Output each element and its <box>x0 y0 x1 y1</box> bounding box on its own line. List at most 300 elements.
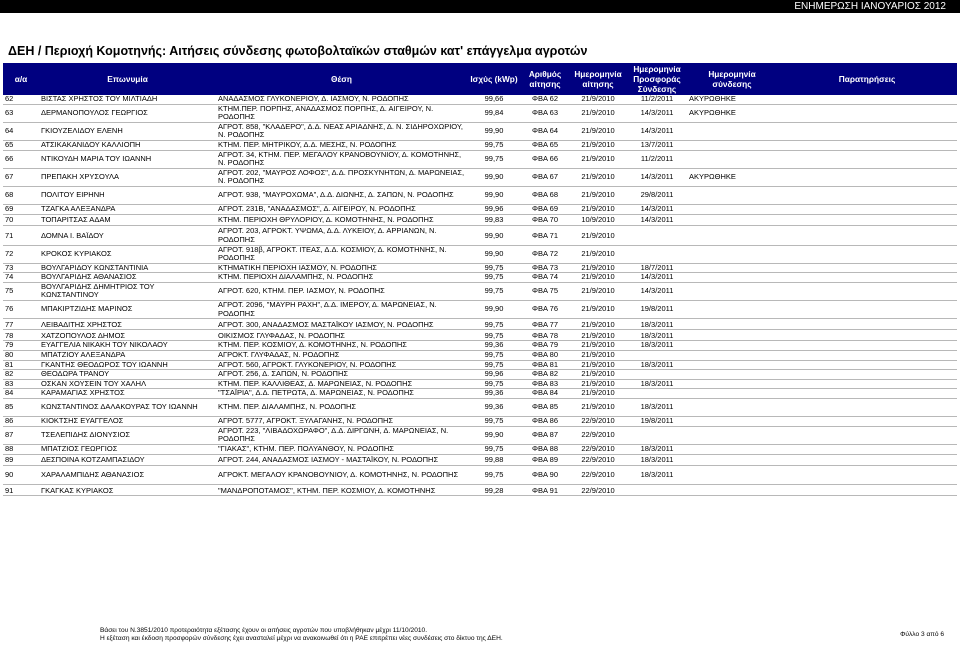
cell-connection-date <box>687 282 777 300</box>
col-offer-date: Ημερομηνία Προσφοράς Σύνδεσης <box>627 63 687 95</box>
table-row <box>3 282 957 300</box>
cell-location: ΚΤΗΜ. ΠΕΡ. ΚΟΣΜΙΟΥ, Δ. ΚΟΜΟΤΗΝΗΣ, Ν. ΡΟΔΟΠΗΣ <box>216 341 467 351</box>
cell-offer-date <box>627 487 687 496</box>
cell-offer-date: 18/3/2011 <box>627 360 687 370</box>
cell-name: ΚΩΝΣΤΑΝΤΙΝΟΣ ΔΑΛΑΚΟΥΡΑΣ ΤΟΥ ΙΩΑΝΝΗ <box>39 399 216 417</box>
cell-location: ΑΓΡΟΚΤ. ΓΛΥΦΑΔΑΣ, Ν. ΡΟΔΟΠΗΣ <box>216 351 467 361</box>
cell-power: 99,75 <box>467 140 521 150</box>
cell-connection-date <box>687 426 777 444</box>
table-row <box>3 399 957 417</box>
cell-app-number: ΦΒΑ 62 <box>521 95 569 104</box>
page-number: Φύλλο 3 από 6 <box>900 631 944 638</box>
cell-connection-date <box>687 351 777 361</box>
cell-app-date: 10/9/2010 <box>569 216 627 225</box>
cell-aa: 91 <box>3 487 39 496</box>
cell-name: ΒΟΥΛΓΑΡΙΔΟΥ ΚΩΝΣΤΑΝΤΙΝΙΑ <box>39 263 216 273</box>
table-row <box>3 245 957 263</box>
cell-power: 99,36 <box>467 389 521 399</box>
footer-line-1: Βάσει του Ν.3851/2010 προτεραιότητα εξέτασης έχουν οι αιτήσεις αγροτών που υποβλήθηκαν μέχρι 11/10/2010. <box>100 627 428 634</box>
cell-name: ΛΕΙΒΑΔΙΤΗΣ ΧΡΗΣΤΟΣ <box>39 321 216 330</box>
cell-app-number: ΦΒΑ 73 <box>521 263 569 273</box>
cell-name: ΜΠΑΚΙΡΤΖΙΔΗΣ ΜΑΡΙΝΟΣ <box>39 301 216 319</box>
cell-offer-date: 11/2/2011 <box>627 150 687 168</box>
table-row <box>3 444 957 454</box>
cell-app-date: 21/9/2010 <box>569 341 627 351</box>
cell-location: ΚΤΗΜ.ΠΕΡ. ΠΟΡΠΗΣ, ΑΝΑΔΑΣΜΟΣ ΠΟΡΠΗΣ, Δ. ΑΙΓΕΙΡΟΥ, Ν. ΡΟΔΟΠΗΣ <box>216 104 467 122</box>
cell-app-date: 22/9/2010 <box>569 426 627 444</box>
cell-notes <box>777 417 957 427</box>
table-row <box>3 321 957 330</box>
cell-location: ΚΤΗΜ. ΠΕΡΙΟΧΗ ΘΡΥΛΟΡΙΟΥ, Δ. ΚΟΜΟΤΗΝΗΣ, Ν. ΡΟΔΟΠΗΣ <box>216 216 467 225</box>
cell-power: 99,90 <box>467 122 521 140</box>
cell-app-date: 21/9/2010 <box>569 245 627 263</box>
table-row <box>3 301 957 319</box>
cell-app-number: ΦΒΑ 69 <box>521 205 569 215</box>
cell-app-date: 21/9/2010 <box>569 273 627 283</box>
cell-offer-date: 18/7/2011 <box>627 263 687 273</box>
cell-app-date: 21/9/2010 <box>569 332 627 341</box>
table-row <box>3 168 957 186</box>
page-title: ΔΕΗ / Περιοχή Κομοτηνής: Αιτήσεις σύνδεσης φωτοβολταϊκών σταθμών κατ' επάγγελμα αγροτών <box>8 44 588 58</box>
cell-name: ΟΣΚΑΝ ΧΟΥΣΕΙΝ ΤΟΥ ΧΑΛΗΛ <box>39 379 216 389</box>
cell-connection-date <box>687 245 777 263</box>
cell-connection-date <box>687 332 777 341</box>
cell-app-date: 21/9/2010 <box>569 186 627 204</box>
cell-location: ΑΓΡΟΤ. 858, "ΚΛΑΔΕΡΟ", Δ.Δ. ΝΕΑΣ ΑΡΙΑΔΝΗΣ, Δ. Ν. ΣΙΔΗΡΟΧΩΡΙΟΥ, Ν. ΡΟΔΟΠΗΣ <box>216 122 467 140</box>
footer-notes <box>100 627 503 643</box>
cell-notes <box>777 301 957 319</box>
cell-location: ΑΓΡΟΤ. 5777, ΑΓΡΟΚΤ. ΞΥΛΑΓΑΝΗΣ, Ν. ΡΟΔΟΠΗΣ <box>216 417 467 427</box>
cell-app-date: 21/9/2010 <box>569 205 627 215</box>
cell-name: ΔΕΣΠΟΙΝΑ ΚΟΤΖΑΜΠΑΣΙΔΟΥ <box>39 456 216 465</box>
cell-power: 99,90 <box>467 245 521 263</box>
cell-aa: 62 <box>3 95 39 104</box>
cell-power: 99,75 <box>467 351 521 361</box>
cell-notes <box>777 273 957 283</box>
cell-offer-date: 14/3/2011 <box>627 104 687 122</box>
cell-notes <box>777 360 957 370</box>
cell-app-number: ΦΒΑ 81 <box>521 360 569 370</box>
cell-location: ΑΓΡΟΤ. 560, ΑΓΡΟΚΤ. ΓΛΥΚΟΝΕΡΙΟΥ, Ν. ΡΟΔΟΠΗΣ <box>216 360 467 370</box>
cell-app-number: ΦΒΑ 72 <box>521 245 569 263</box>
cell-offer-date <box>627 245 687 263</box>
cell-aa: 86 <box>3 417 39 427</box>
cell-notes <box>777 263 957 273</box>
cell-connection-date: ΑΚΥΡΩΘΗΚΕ <box>687 95 777 104</box>
cell-aa: 66 <box>3 150 39 168</box>
cell-offer-date: 18/3/2011 <box>627 341 687 351</box>
table-row <box>3 467 957 485</box>
cell-name: ΑΤΣΙΚΑΚΑΝΙΔΟΥ ΚΑΛΛΙΟΠΗ <box>39 140 216 150</box>
cell-location: ΑΓΡΟΤ. 223, "ΛΙΒΑΔΟΧΩΡΑΦΟ", Δ.Δ. ΔΙΡΓΩΝΗ, Δ. ΜΑΡΩΝΕΙΑΣ, Ν. ΡΟΔΟΠΗΣ <box>216 426 467 444</box>
update-date: ΕΝΗΜΕΡΩΣΗ ΙΑΝΟΥΑΡΙΟΣ 2012 <box>794 1 946 12</box>
cell-name: ΜΠΑΤΖΙΟΥ ΑΛΕΞΑΝΔΡΑ <box>39 351 216 361</box>
cell-app-date: 21/9/2010 <box>569 370 627 380</box>
table-row <box>3 263 957 273</box>
cell-app-number: ΦΒΑ 79 <box>521 341 569 351</box>
cell-app-date: 21/9/2010 <box>569 321 627 330</box>
cell-power: 99,75 <box>467 417 521 427</box>
cell-aa: 90 <box>3 467 39 485</box>
cell-name: ΓΚΑΓΚΑΣ ΚΥΡΙΑΚΟΣ <box>39 487 216 496</box>
cell-power: 99,90 <box>467 227 521 245</box>
cell-connection-date <box>687 216 777 225</box>
cell-name: ΜΠΑΤΖΙΟΣ ΓΕΩΡΓΙΟΣ <box>39 444 216 454</box>
cell-location: "ΓΙΑΚΑΣ", ΚΤΗΜ. ΠΕΡ. ΠΟΛΥΑΝΘΟΥ, Ν. ΡΟΔΟΠΗΣ <box>216 444 467 454</box>
table-row <box>3 456 957 465</box>
table-row <box>3 341 957 351</box>
cell-name: ΚΡΟΚΟΣ ΚΥΡΙΑΚΟΣ <box>39 245 216 263</box>
table-row <box>3 216 957 225</box>
cell-app-date: 22/9/2010 <box>569 487 627 496</box>
cell-app-number: ΦΒΑ 83 <box>521 379 569 389</box>
table-row <box>3 104 957 122</box>
cell-name: ΒΟΥΛΓΑΡΙΔΗΣ ΔΗΜΗΤΡΙΟΣ ΤΟΥ ΚΩΝΣΤΑΝΤΙΝΟΥ <box>39 282 216 300</box>
cell-app-number: ΦΒΑ 65 <box>521 140 569 150</box>
cell-power: 99,75 <box>467 282 521 300</box>
cell-location: ΑΓΡΟΤ. 938, "ΜΑΥΡΟΧΩΜΑ", Δ.Δ. ΔΙΩΝΗΣ, Δ. ΣΑΠΩΝ, Ν. ΡΟΔΟΠΗΣ <box>216 186 467 204</box>
table-row <box>3 426 957 444</box>
cell-name: ΓΚΙΟΥΖΕΛΙΔΟΥ ΕΛΕΝΗ <box>39 122 216 140</box>
cell-power: 99,75 <box>467 273 521 283</box>
cell-location: ΑΓΡΟΤ. 202, "ΜΑΥΡΟΣ ΛΟΦΟΣ", Δ.Δ. ΠΡΟΣΚΥΝΗΤΩΝ, Δ. ΜΑΡΩΝΕΙΑΣ, Ν. ΡΟΔΟΠΗΣ <box>216 168 467 186</box>
cell-aa: 76 <box>3 301 39 319</box>
cell-app-number: ΦΒΑ 78 <box>521 332 569 341</box>
cell-power: 99,28 <box>467 487 521 496</box>
cell-power: 99,66 <box>467 95 521 104</box>
cell-offer-date: 18/3/2011 <box>627 467 687 485</box>
cell-connection-date <box>687 186 777 204</box>
cell-location: ΑΓΡΟΤ. 620, ΚΤΗΜ. ΠΕΡ. ΙΑΣΜΟΥ, Ν. ΡΟΔΟΠΗΣ <box>216 282 467 300</box>
cell-offer-date: 18/3/2011 <box>627 399 687 417</box>
cell-connection-date <box>687 321 777 330</box>
cell-notes <box>777 140 957 150</box>
cell-connection-date <box>687 417 777 427</box>
cell-power: 99,75 <box>467 263 521 273</box>
cell-app-number: ΦΒΑ 82 <box>521 370 569 380</box>
cell-location: ΚΤΗΜΑΤΙΚΗ ΠΕΡΙΟΧΗ ΙΑΣΜΟΥ, Ν. ΡΟΔΟΠΗΣ <box>216 263 467 273</box>
table-header <box>3 63 957 95</box>
cell-offer-date: 14/3/2011 <box>627 282 687 300</box>
cell-app-date: 21/9/2010 <box>569 122 627 140</box>
cell-notes <box>777 227 957 245</box>
cell-offer-date: 18/3/2011 <box>627 321 687 330</box>
cell-notes <box>777 351 957 361</box>
cell-power: 99,75 <box>467 321 521 330</box>
cell-connection-date <box>687 444 777 454</box>
cell-app-number: ΦΒΑ 77 <box>521 321 569 330</box>
cell-location: "ΤΣΑΪΡΙΑ", Δ.Δ. ΠΕΤΡΩΤΑ, Δ. ΜΑΡΩΝΕΙΑΣ, Ν. ΡΟΔΟΠΗΣ <box>216 389 467 399</box>
table-row <box>3 370 957 380</box>
cell-aa: 64 <box>3 122 39 140</box>
cell-app-number: ΦΒΑ 63 <box>521 104 569 122</box>
cell-location: ΚΤΗΜ. ΠΕΡ. ΔΙΑΛΑΜΠΗΣ, Ν. ΡΟΔΟΠΗΣ <box>216 399 467 417</box>
cell-app-number: ΦΒΑ 85 <box>521 399 569 417</box>
cell-aa: 82 <box>3 370 39 380</box>
cell-app-date: 21/9/2010 <box>569 263 627 273</box>
cell-connection-date <box>687 360 777 370</box>
cell-app-date: 22/9/2010 <box>569 467 627 485</box>
cell-app-date: 21/9/2010 <box>569 351 627 361</box>
cell-offer-date <box>627 351 687 361</box>
cell-name: ΔΕΡΜΑΝΟΠΟΥΛΟΣ ΓΕΩΡΓΙΟΣ <box>39 104 216 122</box>
cell-power: 99,36 <box>467 399 521 417</box>
cell-app-number: ΦΒΑ 86 <box>521 417 569 427</box>
col-power: Ισχύς (kWp) <box>467 63 521 95</box>
cell-name: ΝΤΙΚΟΥΔΗ ΜΑΡΙΑ ΤΟΥ ΙΩΑΝΝΗ <box>39 150 216 168</box>
col-app-date: Ημερομηνία αίτησης <box>569 63 627 95</box>
cell-app-date: 21/9/2010 <box>569 301 627 319</box>
cell-connection-date: ΑΚΥΡΩΘΗΚΕ <box>687 168 777 186</box>
cell-app-date: 21/9/2010 <box>569 227 627 245</box>
cell-notes <box>777 168 957 186</box>
cell-connection-date <box>687 273 777 283</box>
cell-app-number: ΦΒΑ 67 <box>521 168 569 186</box>
cell-app-date: 21/9/2010 <box>569 389 627 399</box>
cell-offer-date: 13/7/2011 <box>627 140 687 150</box>
cell-notes <box>777 122 957 140</box>
cell-notes <box>777 444 957 454</box>
cell-name: ΧΑΤΖΟΠΟΥΛΟΣ ΔΗΜΟΣ <box>39 332 216 341</box>
cell-app-number: ΦΒΑ 88 <box>521 444 569 454</box>
cell-connection-date <box>687 389 777 399</box>
cell-offer-date: 18/3/2011 <box>627 379 687 389</box>
cell-connection-date <box>687 122 777 140</box>
cell-connection-date: ΑΚΥΡΩΘΗΚΕ <box>687 104 777 122</box>
cell-app-number: ΦΒΑ 91 <box>521 487 569 496</box>
cell-app-number: ΦΒΑ 87 <box>521 426 569 444</box>
cell-location: ΑΝΑΔΑΣΜΟΣ ΓΛΥΚΟΝΕΡΙΟΥ, Δ. ΙΑΣΜΟΥ, Ν. ΡΟΔΟΠΗΣ <box>216 95 467 104</box>
cell-offer-date: 19/8/2011 <box>627 301 687 319</box>
cell-app-date: 22/9/2010 <box>569 444 627 454</box>
cell-connection-date <box>687 150 777 168</box>
cell-location: ΑΓΡΟΤ. 2096, "ΜΑΥΡΗ ΡΑΧΗ", Δ.Δ. ΙΜΕΡΟΥ, Δ. ΜΑΡΩΝΕΙΑΣ, Ν. ΡΟΔΟΠΗΣ <box>216 301 467 319</box>
cell-connection-date <box>687 227 777 245</box>
cell-app-date: 21/9/2010 <box>569 150 627 168</box>
cell-name: ΤΖΑΓΚΑ ΑΛΕΞΑΝΔΡΑ <box>39 205 216 215</box>
cell-aa: 79 <box>3 341 39 351</box>
cell-aa: 63 <box>3 104 39 122</box>
applications-table <box>3 63 957 496</box>
cell-connection-date <box>687 487 777 496</box>
cell-name: ΠΡΕΠΑΚΗ ΧΡΥΣΟΥΛΑ <box>39 168 216 186</box>
cell-aa: 78 <box>3 332 39 341</box>
cell-aa: 71 <box>3 227 39 245</box>
col-name: Επωνυμία <box>39 63 216 95</box>
table-row <box>3 122 957 140</box>
cell-notes <box>777 150 957 168</box>
cell-notes <box>777 370 957 380</box>
cell-connection-date <box>687 263 777 273</box>
cell-offer-date: 14/3/2011 <box>627 216 687 225</box>
table-row <box>3 140 957 150</box>
cell-power: 99,90 <box>467 186 521 204</box>
cell-app-number: ΦΒΑ 66 <box>521 150 569 168</box>
cell-offer-date: 14/3/2011 <box>627 122 687 140</box>
cell-aa: 70 <box>3 216 39 225</box>
table-row <box>3 332 957 341</box>
cell-offer-date: 14/3/2011 <box>627 168 687 186</box>
cell-aa: 68 <box>3 186 39 204</box>
cell-notes <box>777 282 957 300</box>
cell-notes <box>777 95 957 104</box>
cell-app-number: ΦΒΑ 90 <box>521 467 569 485</box>
cell-app-number: ΦΒΑ 84 <box>521 389 569 399</box>
cell-app-date: 21/9/2010 <box>569 399 627 417</box>
cell-aa: 77 <box>3 321 39 330</box>
cell-power: 99,96 <box>467 370 521 380</box>
table-row <box>3 389 957 399</box>
cell-offer-date: 29/8/2011 <box>627 186 687 204</box>
cell-aa: 81 <box>3 360 39 370</box>
cell-offer-date: 14/3/2011 <box>627 205 687 215</box>
cell-connection-date <box>687 456 777 465</box>
cell-name: ΘΕΟΔΩΡΑ ΤΡΑΝΟΥ <box>39 370 216 380</box>
cell-app-number: ΦΒΑ 71 <box>521 227 569 245</box>
cell-location: ΟΙΚΙΣΜΟΣ ΓΛΥΦΑΔΑΣ, Ν. ΡΟΔΟΠΗΣ <box>216 332 467 341</box>
cell-name: ΠΟΛΙΤΟΥ ΕΙΡΗΝΗ <box>39 186 216 204</box>
cell-notes <box>777 399 957 417</box>
table-row <box>3 227 957 245</box>
cell-power: 99,75 <box>467 332 521 341</box>
cell-notes <box>777 389 957 399</box>
cell-app-date: 21/9/2010 <box>569 360 627 370</box>
cell-aa: 73 <box>3 263 39 273</box>
cell-offer-date <box>627 227 687 245</box>
cell-notes <box>777 487 957 496</box>
cell-app-number: ΦΒΑ 76 <box>521 301 569 319</box>
cell-aa: 74 <box>3 273 39 283</box>
cell-aa: 87 <box>3 426 39 444</box>
table-row <box>3 150 957 168</box>
cell-aa: 80 <box>3 351 39 361</box>
cell-app-date: 21/9/2010 <box>569 282 627 300</box>
cell-offer-date <box>627 370 687 380</box>
cell-location: ΑΓΡΟΚΤ. ΜΕΓΑΛΟΥ ΚΡΑΝΟΒΟΥΝΙΟΥ, Δ. ΚΟΜΟΤΗΝΗΣ, Ν. ΡΟΔΟΠΗΣ <box>216 467 467 485</box>
cell-offer-date <box>627 426 687 444</box>
cell-power: 99,83 <box>467 216 521 225</box>
cell-aa: 84 <box>3 389 39 399</box>
cell-offer-date <box>627 389 687 399</box>
cell-app-date: 21/9/2010 <box>569 379 627 389</box>
cell-app-date: 22/9/2010 <box>569 417 627 427</box>
cell-notes <box>777 321 957 330</box>
table-row <box>3 417 957 427</box>
cell-location: ΑΓΡΟΤ. 256, Δ. ΣΑΠΩΝ, Ν. ΡΟΔΟΠΗΣ <box>216 370 467 380</box>
cell-power: 99,75 <box>467 150 521 168</box>
col-location: Θέση <box>216 63 467 95</box>
cell-notes <box>777 216 957 225</box>
cell-connection-date <box>687 341 777 351</box>
cell-power: 99,96 <box>467 205 521 215</box>
cell-aa: 75 <box>3 282 39 300</box>
cell-power: 99,88 <box>467 456 521 465</box>
cell-connection-date <box>687 301 777 319</box>
cell-app-number: ΦΒΑ 74 <box>521 273 569 283</box>
cell-connection-date <box>687 205 777 215</box>
cell-location: ΚΤΗΜ. ΠΕΡ. ΜΗΤΡΙΚΟΥ, Δ.Δ. ΜΕΣΗΣ, Ν. ΡΟΔΟΠΗΣ <box>216 140 467 150</box>
cell-notes <box>777 186 957 204</box>
cell-app-date: 21/9/2010 <box>569 95 627 104</box>
cell-app-date: 21/9/2010 <box>569 104 627 122</box>
cell-notes <box>777 104 957 122</box>
cell-app-number: ΦΒΑ 70 <box>521 216 569 225</box>
cell-notes <box>777 205 957 215</box>
cell-name: ΔΟΜΝΑ Ι. ΒΑΪΔΟΥ <box>39 227 216 245</box>
cell-name: ΚΙΟΚΤΣΗΣ ΕΥΑΓΓΕΛΟΣ <box>39 417 216 427</box>
cell-notes <box>777 332 957 341</box>
cell-location: ΚΤΗΜ. ΠΕΡΙΟΧΗ ΔΙΑΛΑΜΠΗΣ, Ν. ΡΟΔΟΠΗΣ <box>216 273 467 283</box>
cell-connection-date <box>687 370 777 380</box>
cell-notes <box>777 379 957 389</box>
cell-name: ΕΥΑΓΓΕΛΙΑ ΝΙΚΑΚΗ ΤΟΥ ΝΙΚΟΛΑΟΥ <box>39 341 216 351</box>
cell-aa: 72 <box>3 245 39 263</box>
cell-name: ΓΚΑΝΤΗΣ ΘΕΟΔΩΡΟΣ ΤΟΥ ΙΩΑΝΝΗ <box>39 360 216 370</box>
cell-power: 99,90 <box>467 168 521 186</box>
col-connection-date: Ημερομηνία σύνδεσης <box>687 63 777 95</box>
table-row <box>3 379 957 389</box>
cell-connection-date <box>687 140 777 150</box>
cell-offer-date: 11/2/2011 <box>627 95 687 104</box>
cell-aa: 69 <box>3 205 39 215</box>
col-app-number: Αριθμός αίτησης <box>521 63 569 95</box>
cell-name: ΧΑΡΑΛΑΜΠΙΔΗΣ ΑΘΑΝΑΣΙΟΣ <box>39 467 216 485</box>
footer-line-2: Η εξέταση και έκδοση προσφορών σύνδεσης έχει ανασταλεί μέχρι να ανακοινωθεί ότι η ΡΑΕ επιτρέπει νέες συνδέσεις στο δίκτυο της ΔΕΗ. <box>100 635 503 642</box>
cell-connection-date <box>687 467 777 485</box>
cell-app-number: ΦΒΑ 89 <box>521 456 569 465</box>
cell-power: 99,75 <box>467 360 521 370</box>
cell-app-date: 21/9/2010 <box>569 140 627 150</box>
cell-power: 99,84 <box>467 104 521 122</box>
table-row <box>3 351 957 361</box>
cell-aa: 83 <box>3 379 39 389</box>
cell-power: 99,36 <box>467 341 521 351</box>
cell-location: "ΜΑΝΔΡΟΠΟΤΑΜΟΣ", ΚΤΗΜ. ΠΕΡ. ΚΟΣΜΙΟΥ, Δ. ΚΟΜΟΤΗΝΗΣ <box>216 487 467 496</box>
cell-connection-date <box>687 379 777 389</box>
cell-offer-date: 18/3/2011 <box>627 332 687 341</box>
cell-offer-date: 18/3/2011 <box>627 444 687 454</box>
cell-connection-date <box>687 399 777 417</box>
cell-name: ΤΟΠΑΡΙΤΣΑΣ ΑΔΑΜ <box>39 216 216 225</box>
cell-location: ΑΓΡΟΤ. 918β, ΑΓΡΟΚΤ. ΙΤΕΑΣ, Δ.Δ. ΚΟΣΜΙΟΥ, Δ. ΚΟΜΟΤΗΝΗΣ, Ν. ΡΟΔΟΠΗΣ <box>216 245 467 263</box>
cell-location: ΑΓΡΟΤ. 231Β, "ΑΝΑΔΑΣΜΟΣ", Δ. ΑΙΓΕΙΡΟΥ, Ν. ΡΟΔΟΠΗΣ <box>216 205 467 215</box>
cell-app-number: ΦΒΑ 75 <box>521 282 569 300</box>
cell-power: 99,75 <box>467 444 521 454</box>
cell-location: ΑΓΡΟΤ. 203, ΑΓΡΟΚΤ. ΥΨΩΜΑ, Δ.Δ. ΛΥΚΕΙΟΥ, Δ. ΑΡΡΙΑΝΩΝ, Ν. ΡΟΔΟΠΗΣ <box>216 227 467 245</box>
cell-app-number: ΦΒΑ 80 <box>521 351 569 361</box>
cell-location: ΚΤΗΜ. ΠΕΡ. ΚΑΛΛΙΘΕΑΣ, Δ. ΜΑΡΩΝΕΙΑΣ, Ν. ΡΟΔΟΠΗΣ <box>216 379 467 389</box>
table-row <box>3 95 957 104</box>
cell-app-date: 22/9/2010 <box>569 456 627 465</box>
cell-notes <box>777 456 957 465</box>
cell-power: 99,75 <box>467 467 521 485</box>
cell-name: ΤΣΕΛΕΠΙΔΗΣ ΔΙΟΝΥΣΙΟΣ <box>39 426 216 444</box>
cell-location: ΑΓΡΟΤ. 34, ΚΤΗΜ. ΠΕΡ. ΜΕΓΑΛΟΥ ΚΡΑΝΟΒΟΥΝΙΟΥ, Δ. ΚΟΜΟΤΗΝΗΣ, Ν. ΡΟΔΟΠΗΣ <box>216 150 467 168</box>
cell-power: 99,75 <box>467 379 521 389</box>
table-row <box>3 360 957 370</box>
cell-aa: 67 <box>3 168 39 186</box>
cell-aa: 89 <box>3 456 39 465</box>
table-row <box>3 487 957 496</box>
cell-name: ΒΟΥΛΓΑΡΙΔΗΣ ΑΘΑΝΑΣΙΟΣ <box>39 273 216 283</box>
cell-offer-date: 19/8/2011 <box>627 417 687 427</box>
cell-notes <box>777 245 957 263</box>
cell-power: 99,90 <box>467 426 521 444</box>
col-aa: α/α <box>3 63 39 95</box>
cell-notes <box>777 341 957 351</box>
table-row <box>3 273 957 283</box>
cell-app-date: 21/9/2010 <box>569 168 627 186</box>
